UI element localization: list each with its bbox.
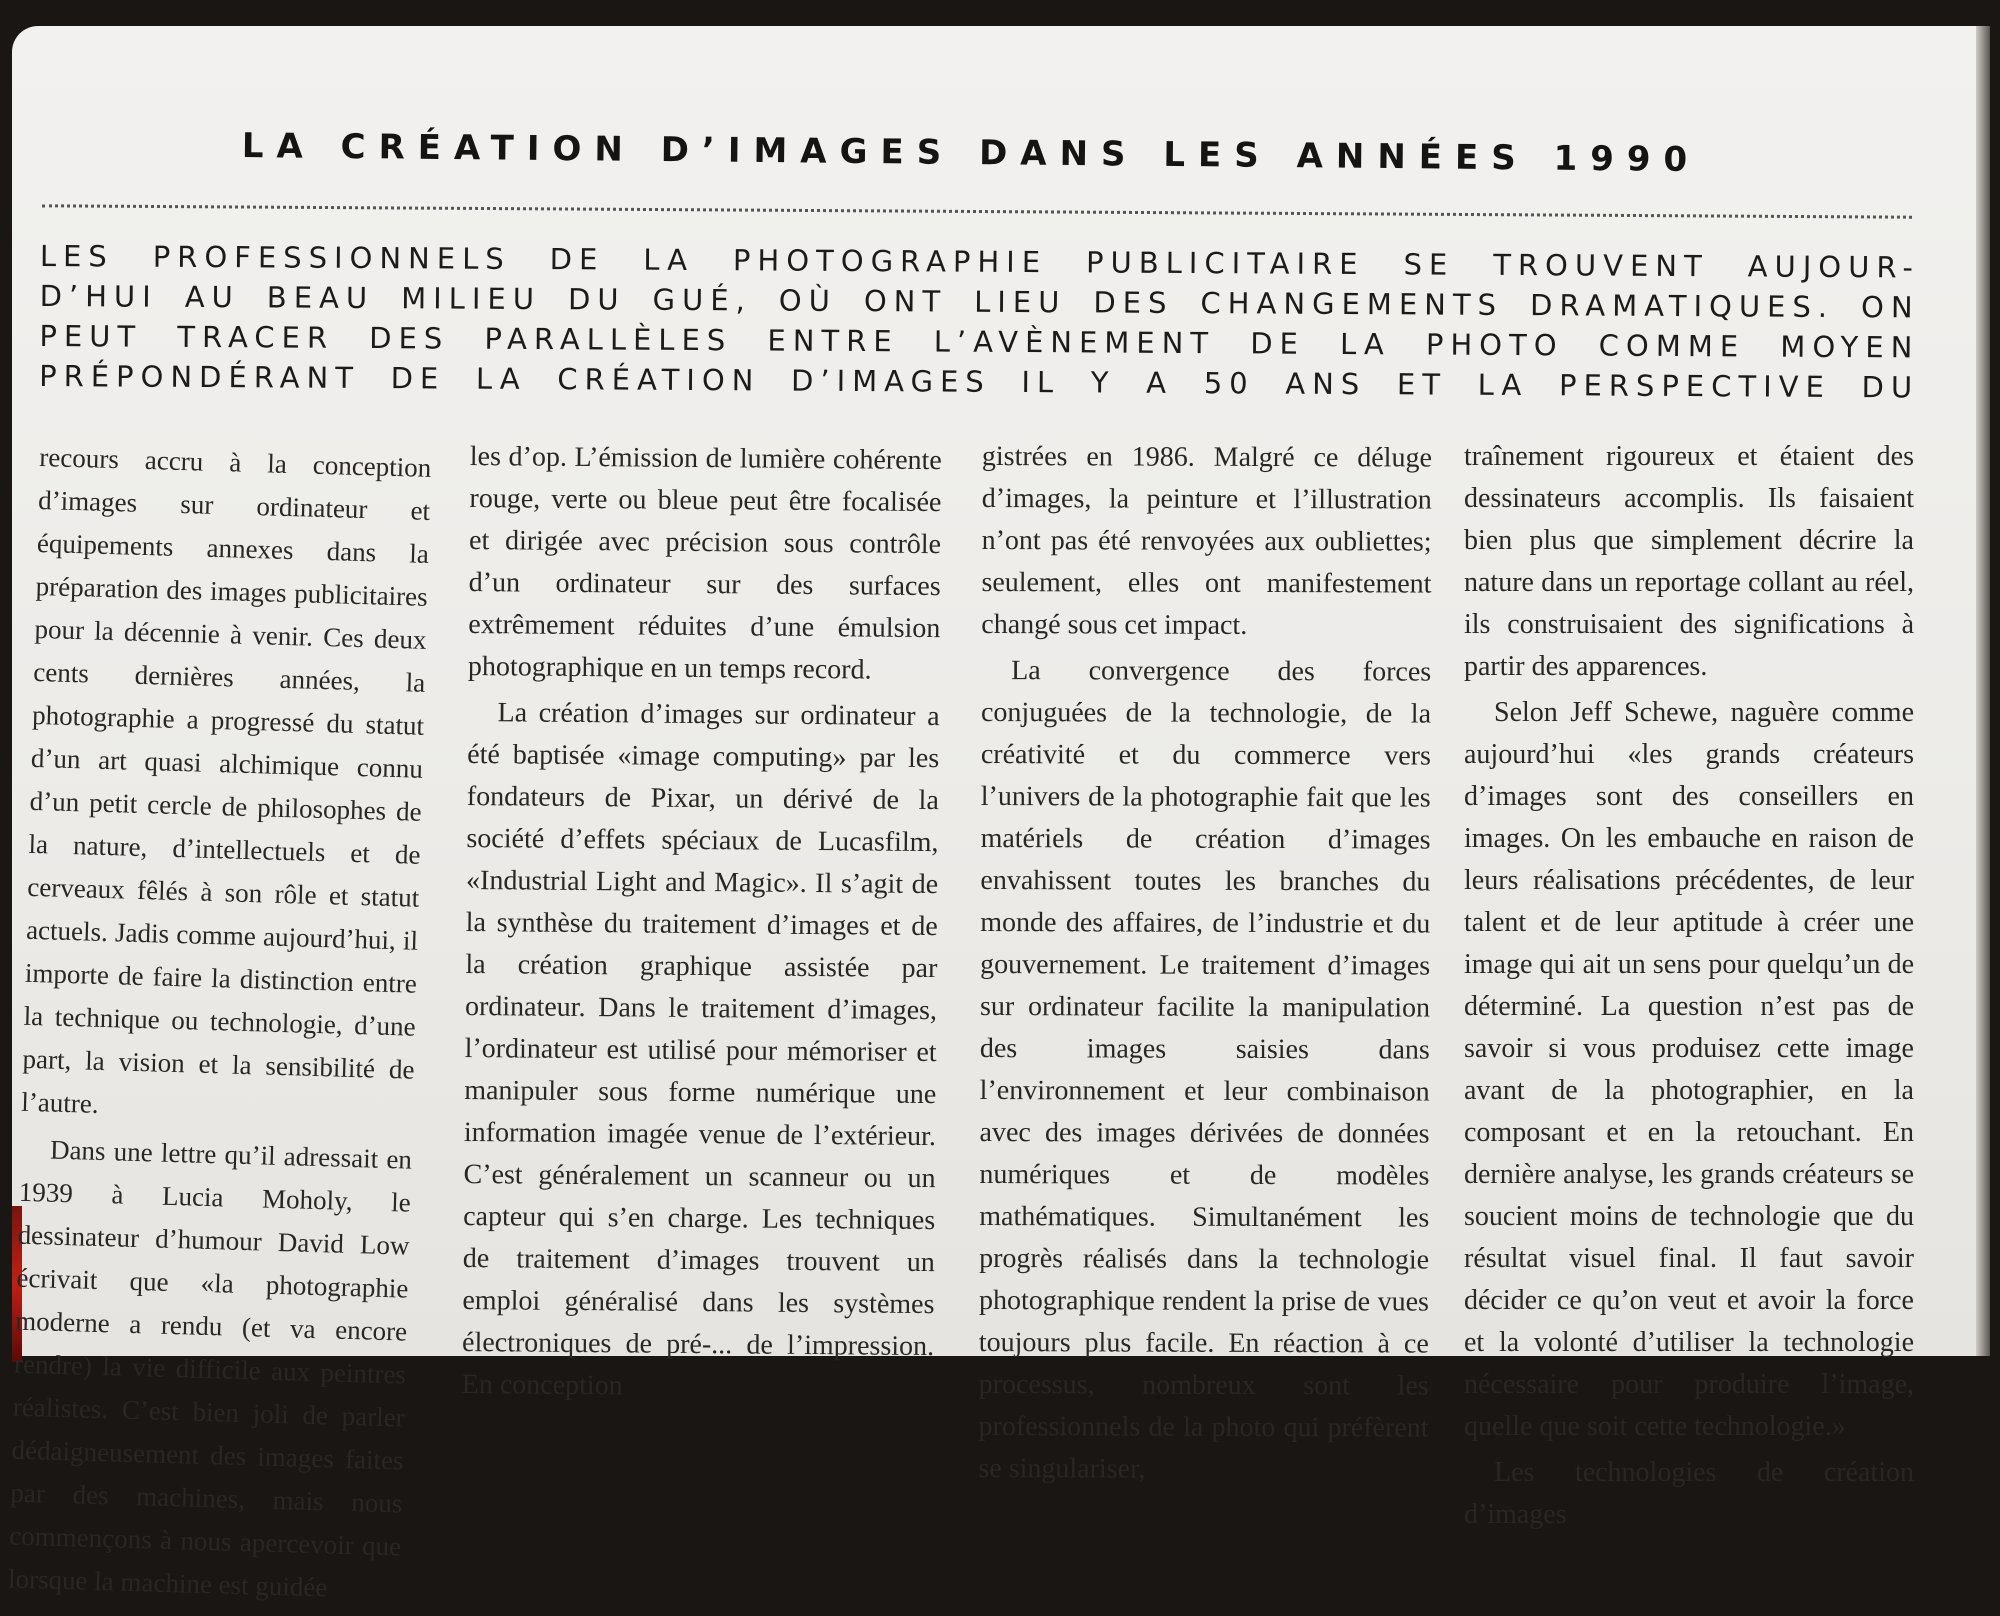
paragraph: La convergence des forces conjuguées de la technologie, de la créativité et du commerce vers l’univers de la photographie fait que les matériels de création d’images envahissent toutes les branches du monde des affaires, de l’industrie et du gouvernement. Le traitement d’images sur ordinateur facilite la manipulation des images saisies dans l’environnement et leur combinaison avec des images dérivées de données numériques et de modèles mathématiques. Simultanément les progrès réalisés dans la technologie photographique rendent la prise de vues toujours plus facile. En réaction à ce processus, nombreux sont les professionnels de la photo qui préfèrent se singulariser, (978, 655, 1432, 1485)
paragraph: gistrées en 1986. Malgré ce déluge d’images, la peinture et l’illustration n’ont pas été renvoyées aux oubliettes; seulement, elles ont manifestement changé sous cet impact. (981, 440, 1432, 641)
paragraph: Selon Jeff Schewe, naguère comme aujourd’hui «les grands créateurs d’images sont des conseillers en images. On les embauche en raison de leurs réalisations précédentes, de leur talent et de leur aptitude à créer une image qui ait un sens pour quelqu’un de déterminé. La question n’est pas de savoir si vous produisez cette image avant de la photographier, en la composant et en la retouchant. En dernière analyse, les grands créateurs se soucient moins de technologie que du résultat visuel final. Il faut savoir décider ce qu’on veut et avoir la force et la volonté d’utiliser la technologie nécessaire pour produire l’image, quelle que soit cette technologie.» (1464, 697, 1914, 1442)
page-edge (1976, 26, 1990, 1356)
paragraph: La création d’images sur ordinateur a été baptisée «image computing» par les fondateurs de Pixar, un dérivé de la société d’effets spéciaux de Lucasfilm, «Industrial Light and Magic». Il s’agit de la synthèse du traitement d’images et de la création graphique assistée par ordinateur. Dans le traitement d’images, l’ordinateur est utilisé pour mémoriser et manipuler sous forme numérique une information imagée venue de l’extérieur. C’est généralement un scanneur ou un capteur qui s’en charge. Les techniques de traitement d’images trouvent un emploi généralisé dans les systèmes électroniques de pré-... de l’impression. En conception (461, 697, 940, 1402)
lead-line: D’HUI AU BEAU MILIEU DU GUÉ, OÙ ONT LIEU DES CHANGEMENTS DRAMATIQUES. ON (39, 278, 1920, 325)
dotted-rule (42, 204, 1912, 218)
paragraph: les d’op. L’émission de lumière cohérente rouge, verte ou bleue peut être focalisée et dirigée avec précision sous contrôle d’un ordinateur sur des surfaces extrêmement réduites d’une émulsion photographique en un temps record. (467, 440, 942, 686)
paragraph: traînement rigoureux et étaient des dessinateurs accomplis. Ils faisaient bien plus que simplement décrire la nature dans un reportage collant au réel, ils construisaient des significations à partir des apparences. (1464, 441, 1914, 682)
paragraph: Les technologies de création d’images (1464, 1457, 1914, 1530)
lead-paragraph (39, 236, 1920, 407)
book-page (7, 26, 1990, 1603)
lead-line: PRÉPONDÉRANT DE LA CRÉATION D’IMAGES IL Y A 50 ANS ET LA PERSPECTIVE DU (39, 358, 1920, 405)
column-2 (462, 436, 942, 1414)
paragraph: Dans une lettre qu’il adressait en 1939 à Lucia Moholy, le dessinateur d’humour David Low écrivait que «la photographie moderne a rendu (et va encore rendre) la vie difficile aux peintres réalistes. C’est bien joli de parler dédaigneusement des images faites par des machines, mais nous commençons à nous apercevoir que lorsque la machine est guidée (7, 1134, 413, 1603)
column-4 (1464, 436, 1914, 1540)
lead-line: LES PROFESSIONNELS DE LA PHOTOGRAPHIE PUBLICITAIRE SE TROUVENT AUJOUR- (39, 238, 1920, 285)
paragraph: recours accru à la conception d’images sur ordinateur et équipements annexes dans la préparation des images publicitaires pour la décennie à venir. Ces deux cents dernières années, la photographie a progressé du statut d’un art quasi alchimique connu d’un petit cercle de philosophes de la nature, d’intellectuels et de cerveaux fêlés à son rôle et statut actuels. Jadis comme aujourd’hui, il importe de faire la distinction entre la technique ou technologie, d’une part, la vision et la sensibilité de l’autre. (20, 441, 432, 1119)
column-3 (978, 436, 1432, 1496)
lead-line: PEUT TRACER DES PARALLÈLES ENTRE L’AVÈNEMENT DE LA PHOTO COMME MOYEN (39, 318, 1920, 365)
page-title: LA CRÉATION D’IMAGES DANS LES ANNÉES 1990 (241, 126, 1701, 180)
column-1 (7, 436, 431, 1615)
